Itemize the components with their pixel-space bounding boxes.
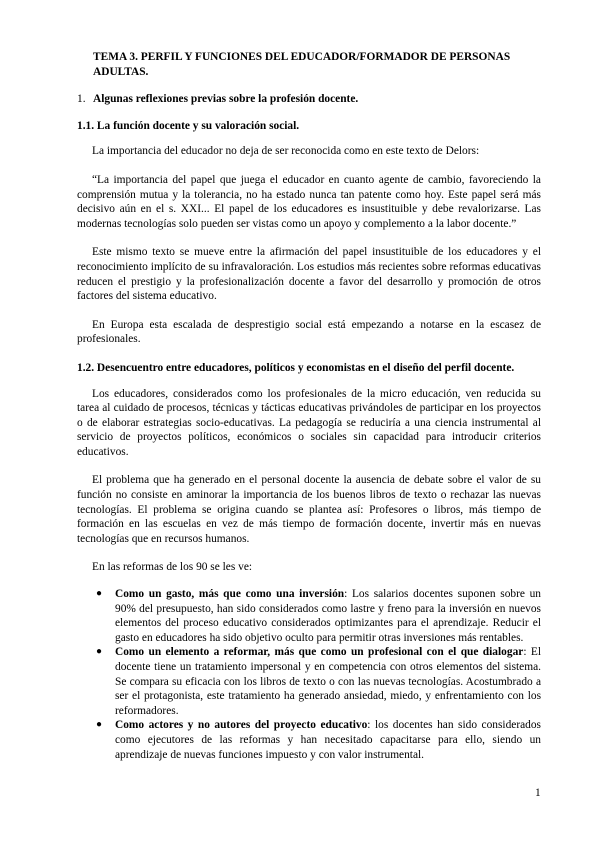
section-1-title: Algunas reflexiones previas sobre la profesión docente. [93, 93, 359, 106]
page-content [77, 50, 541, 762]
section-1-1-paragraph-2: En Europa esta escalada de desprestigio social está empezando a notarse en la escasez de profesionales. [77, 318, 541, 346]
list-item-lead: Como actores y no autores del proyecto educativo [115, 719, 368, 732]
delors-quote: “La importancia del papel que juega el educador en cuanto agente de cambio, favoreciendo la comprensión mutua y la tolerancia, no ha estado nunca tan patente como hoy. Este papel será más decisivo aún en el s. XXI... El papel de los educadores es insustituible y debe revalorizarse. Las modernas tecnologías solo pueden ser vistas como un apoyo y complemento a la labor docente.” [77, 173, 541, 230]
section-1-number: 1. [77, 93, 86, 106]
section-1-1-heading: 1.1. La función docente y su valoración social. [77, 119, 300, 132]
section-1-1-paragraph-1: Este mismo texto se mueve entre la afirmación del papel insustituible de los educadores y el reconocimiento implícito de su infravaloración. Los estudios más recientes sobre reformas educativas reducen el prestigio y la profesionalización docente a favor del desarrollo y promoción de otros factores del sistema educativo. [77, 246, 541, 303]
list-item [77, 718, 541, 762]
bullet-icon: ● [96, 588, 103, 600]
section-1-1-intro: La importancia del educador no deja de ser reconocida como en este texto de Delors: [92, 145, 480, 158]
section-1-2-paragraph-1: Los educadores, considerados como los profesionales de la micro educación, ven reducida su tarea al cuidado de procesos, técnicas y tácticas educativas privándoles de participar en los proyectos o de elaborar estrategias socio-educativas. La pedagogía se reduciría a una ciencia instrumental al servicio de proyectos políticos, económicos o sociales sin capacidad para introducir criterios educativos. [77, 387, 541, 458]
bullet-icon: ● [96, 646, 103, 658]
list-item-text: : Los salarios docentes suponen sobre un 90% del presupuesto, han sido considerados como lastre y freno para la inversión en nuevos elementos del proceso educativo considerados optimizantes para el aprendizaje. Reducir el gasto en educadores ha sido objetivo oculto para permitir otras inversiones más rentables. [115, 588, 541, 644]
page-number: 1 [535, 787, 541, 799]
list-item [77, 587, 541, 645]
bullet-icon: ● [96, 719, 103, 731]
list-item-text: : El docente tiene un tratamiento impersonal y en competencia con otros elementos del sistema. Se compara su eficacia con los libros de texto o con las nuevas tecnologías. Acostumbrado a ser el protagonista, este tratamiento ha generado ansiedad, miedo, y enfrentamiento con los reformadores. [115, 646, 542, 717]
list-item [77, 645, 541, 718]
reform-perspective-list [77, 587, 541, 762]
list-intro: En las reformas de los 90 se les ve: [92, 561, 253, 574]
list-item-lead: Como un elemento a reformar, más que como un profesional con el que dialogar [115, 646, 524, 659]
section-1-2-heading: 1.2. Desencuentro entre educadores, políticos y economistas en el diseño del perfil docente. [77, 361, 515, 374]
document-title: TEMA 3. PERFIL Y FUNCIONES DEL EDUCADOR/FORMADOR DE PERSONAS ADULTAS. [93, 51, 511, 78]
list-item-lead: Como un gasto, más que como una inversión [115, 588, 345, 601]
list-item-text: : los docentes han sido considerados como ejecutores de las reformas y han necesitado capacitarse para ello, siendo un aprendizaje de nuevas funciones impuesto y con valor instrumental. [115, 719, 541, 761]
section-1-heading [77, 92, 541, 107]
section-1-2-paragraph-2: El problema que ha generado en el personal docente la ausencia de debate sobre el valor de su función no consiste en aminorar la importancia de los buenos libros de texto o rechazar las nuevas tecnologías. El problema se origina cuando se plantea así: Profesores o libros, más tiempo de formación en las escuelas en vez de más tiempo de formación docente, invertir más en nuevas tecnologías que en recursos humanos. [77, 474, 541, 545]
